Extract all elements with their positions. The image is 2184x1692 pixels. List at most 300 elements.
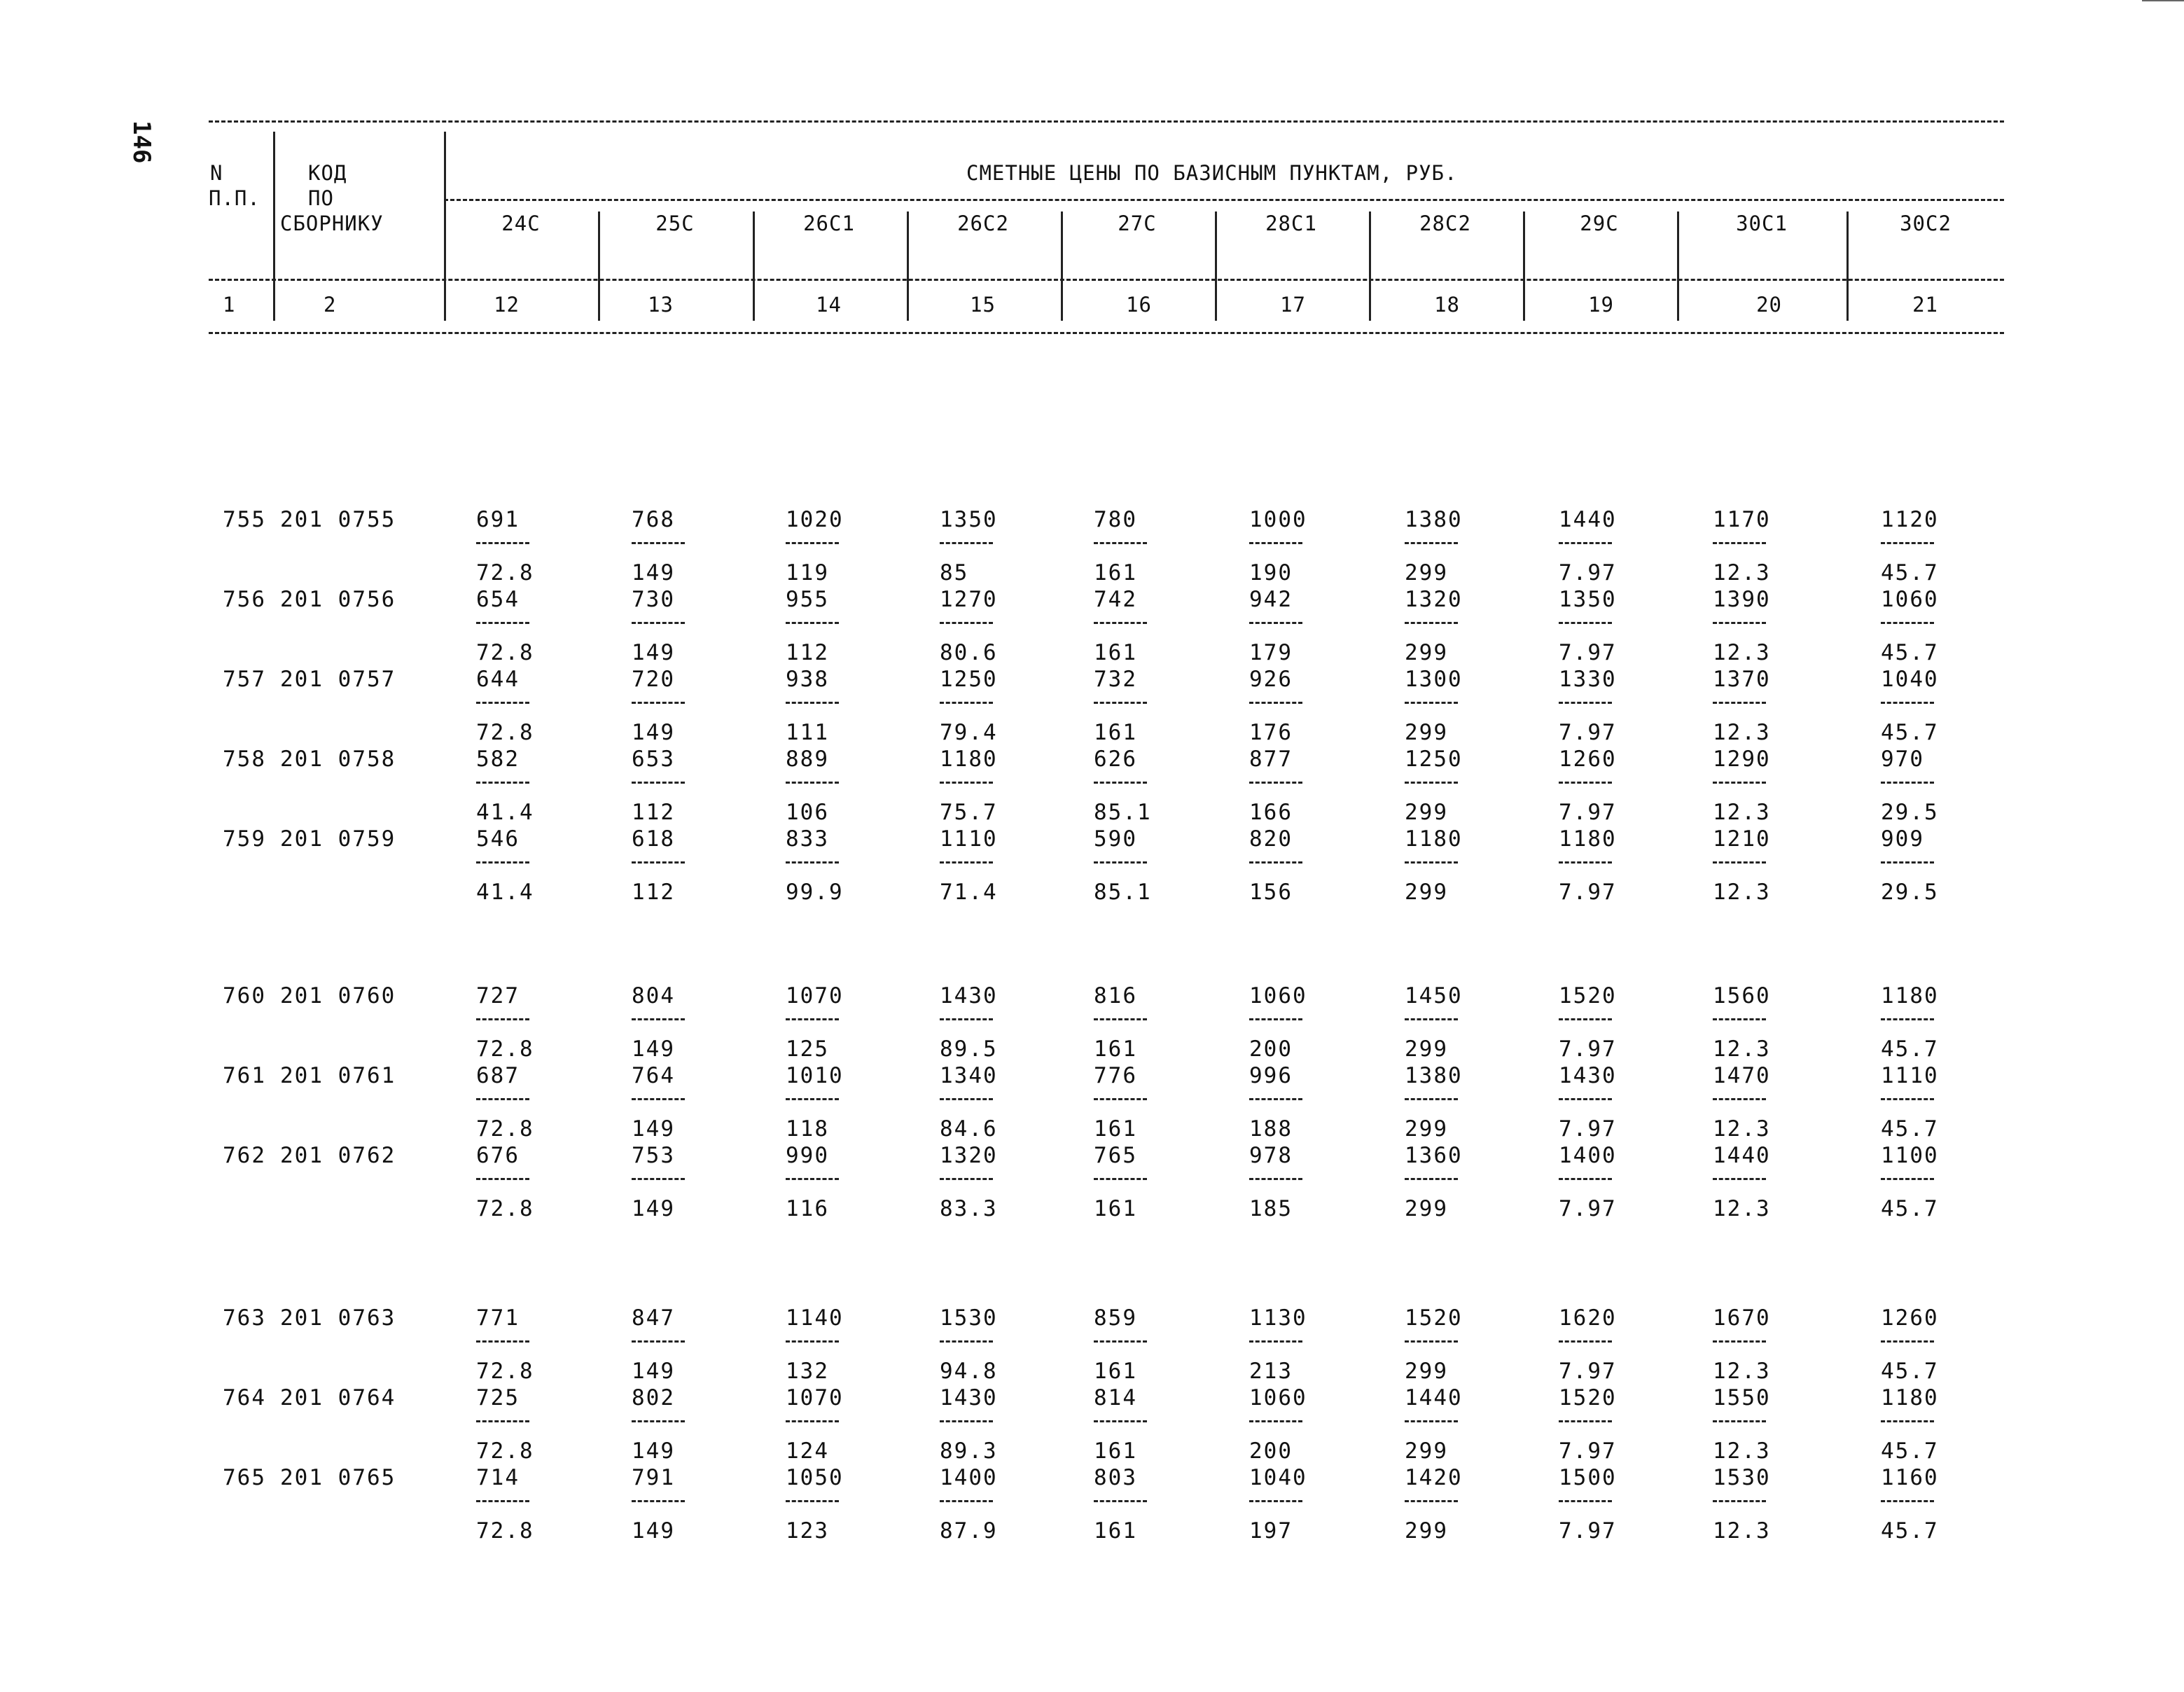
fraction-line: [940, 1500, 993, 1502]
header-top-rule: [209, 120, 2004, 123]
row-number: 760: [223, 983, 266, 1008]
price-value: 909: [1881, 826, 1924, 852]
price-value: 802: [632, 1385, 675, 1410]
fraction-line: [1559, 1018, 1612, 1020]
transport-value: 45.7: [1881, 720, 1939, 745]
fraction-line: [1881, 542, 1934, 544]
header-column-number: 18: [1434, 293, 1460, 317]
transport-value: 7.97: [1559, 560, 1617, 585]
fraction-line: [1405, 1178, 1458, 1180]
row-code: 201 0755: [280, 507, 396, 532]
price-value: 776: [1094, 1063, 1137, 1088]
header-point-label: 30С1: [1736, 212, 1788, 235]
fraction-line: [1405, 1500, 1458, 1502]
transport-value: 161: [1094, 560, 1137, 585]
fraction-line: [1881, 622, 1934, 624]
fraction-line: [1094, 861, 1147, 864]
fraction-line: [1881, 702, 1934, 704]
transport-value: 41.4: [476, 880, 534, 905]
fraction-line: [940, 861, 993, 864]
price-value: 1520: [1559, 983, 1617, 1008]
transport-value: 45.7: [1881, 1359, 1939, 1384]
price-value: 714: [476, 1465, 520, 1490]
transport-value: 12.3: [1713, 1116, 1771, 1142]
price-value: 780: [1094, 507, 1137, 532]
fraction-line: [1713, 1500, 1766, 1502]
transport-value: 7.97: [1559, 720, 1617, 745]
price-value: 1500: [1559, 1465, 1617, 1490]
transport-value: 12.3: [1713, 640, 1771, 665]
fraction-line: [940, 1340, 993, 1343]
fraction-line: [476, 1178, 529, 1180]
header-divider: [1846, 212, 1849, 321]
price-value: 742: [1094, 587, 1137, 612]
row-code: 201 0756: [280, 587, 396, 612]
transport-value: 299: [1405, 1116, 1448, 1142]
fraction-line: [1094, 1500, 1147, 1502]
price-value: 1180: [1405, 826, 1463, 852]
price-value: 1370: [1713, 667, 1771, 692]
header-divider: [1061, 212, 1063, 321]
price-value: 1560: [1713, 983, 1771, 1008]
fraction-line: [476, 1098, 529, 1100]
row-number: 764: [223, 1385, 266, 1410]
header-bottom-rule: [209, 332, 2004, 334]
fraction-line: [476, 622, 529, 624]
fraction-line: [786, 1500, 839, 1502]
price-value: 753: [632, 1143, 675, 1168]
row-code: 201 0759: [280, 826, 396, 852]
fraction-line: [1881, 1018, 1934, 1020]
transport-value: 12.3: [1713, 800, 1771, 825]
fraction-line: [1094, 1098, 1147, 1100]
transport-value: 149: [632, 1359, 675, 1384]
fraction-line: [1559, 861, 1612, 864]
row-code: 201 0758: [280, 747, 396, 772]
transport-value: 85: [940, 560, 969, 585]
fraction-line: [940, 1178, 993, 1180]
fraction-line: [1249, 1178, 1302, 1180]
transport-value: 161: [1094, 720, 1137, 745]
fraction-line: [1559, 782, 1612, 784]
price-value: 1390: [1713, 587, 1771, 612]
header-column-number: 17: [1280, 293, 1306, 317]
price-value: 771: [476, 1305, 520, 1331]
price-value: 1340: [940, 1063, 998, 1088]
price-value: 1320: [1405, 587, 1463, 612]
transport-value: 161: [1094, 1116, 1137, 1142]
transport-value: 185: [1249, 1196, 1293, 1221]
price-value: 1250: [940, 667, 998, 692]
fraction-line: [1713, 622, 1766, 624]
price-value: 847: [632, 1305, 675, 1331]
transport-value: 112: [786, 640, 829, 665]
price-value: 1070: [786, 1385, 844, 1410]
row-number: 759: [223, 826, 266, 852]
transport-value: 299: [1405, 880, 1448, 905]
price-value: 804: [632, 983, 675, 1008]
transport-value: 71.4: [940, 880, 998, 905]
fraction-line: [1713, 782, 1766, 784]
price-value: 691: [476, 507, 520, 532]
transport-value: 299: [1405, 640, 1448, 665]
fraction-line: [940, 1420, 993, 1422]
price-value: 1260: [1559, 747, 1617, 772]
price-value: 1400: [1559, 1143, 1617, 1168]
price-value: 1440: [1405, 1385, 1463, 1410]
price-value: 877: [1249, 747, 1293, 772]
fraction-line: [1094, 782, 1147, 784]
fraction-line: [632, 702, 685, 704]
transport-value: 299: [1405, 1196, 1448, 1221]
fraction-line: [786, 1178, 839, 1180]
fraction-line: [940, 542, 993, 544]
fraction-line: [1249, 1500, 1302, 1502]
price-value: 926: [1249, 667, 1293, 692]
price-value: 1250: [1405, 747, 1463, 772]
price-value: 1450: [1405, 983, 1463, 1008]
fraction-line: [786, 1018, 839, 1020]
price-value: 1180: [1881, 1385, 1939, 1410]
transport-value: 149: [632, 720, 675, 745]
transport-value: 119: [786, 560, 829, 585]
price-value: 820: [1249, 826, 1293, 852]
price-value: 803: [1094, 1465, 1137, 1490]
price-value: 1180: [1881, 983, 1939, 1008]
transport-value: 161: [1094, 1359, 1137, 1384]
fraction-line: [476, 702, 529, 704]
fraction-line: [632, 542, 685, 544]
transport-value: 45.7: [1881, 1196, 1939, 1221]
transport-value: 45.7: [1881, 640, 1939, 665]
price-value: 654: [476, 587, 520, 612]
header-column-number: 19: [1588, 293, 1614, 317]
row-code: 201 0764: [280, 1385, 396, 1410]
price-value: 730: [632, 587, 675, 612]
price-value: 1210: [1713, 826, 1771, 852]
fraction-line: [1713, 1018, 1766, 1020]
fraction-line: [1094, 1340, 1147, 1343]
fraction-line: [1249, 1098, 1302, 1100]
transport-value: 45.7: [1881, 1438, 1939, 1464]
transport-value: 116: [786, 1196, 829, 1221]
row-number: 755: [223, 507, 266, 532]
transport-value: 75.7: [940, 800, 998, 825]
price-value: 1440: [1559, 507, 1617, 532]
price-value: 1470: [1713, 1063, 1771, 1088]
transport-value: 12.3: [1713, 1036, 1771, 1062]
header-divider: [1523, 212, 1525, 321]
header-points-rule: [209, 279, 2004, 281]
transport-value: 166: [1249, 800, 1293, 825]
transport-value: 200: [1249, 1438, 1293, 1464]
header-pp: П.П.: [209, 186, 260, 210]
transport-value: 156: [1249, 880, 1293, 905]
transport-value: 179: [1249, 640, 1293, 665]
transport-value: 12.3: [1713, 1359, 1771, 1384]
price-value: 1520: [1559, 1385, 1617, 1410]
transport-value: 99.9: [786, 880, 844, 905]
transport-value: 83.3: [940, 1196, 998, 1221]
fraction-line: [1881, 861, 1934, 864]
transport-value: 111: [786, 720, 829, 745]
header-point-label: 28С1: [1265, 212, 1317, 235]
price-value: 1380: [1405, 1063, 1463, 1088]
transport-value: 161: [1094, 1438, 1137, 1464]
price-value: 720: [632, 667, 675, 692]
price-value: 765: [1094, 1143, 1137, 1168]
price-value: 859: [1094, 1305, 1137, 1331]
transport-value: 7.97: [1559, 1438, 1617, 1464]
transport-value: 45.7: [1881, 1036, 1939, 1062]
price-value: 1440: [1713, 1143, 1771, 1168]
header-n: N: [210, 161, 223, 185]
scan-edge-mark: [2142, 0, 2184, 6]
header-column-number: 20: [1756, 293, 1782, 317]
price-value: 1180: [940, 747, 998, 772]
price-value: 1420: [1405, 1465, 1463, 1490]
price-value: 1320: [940, 1143, 998, 1168]
transport-value: 161: [1094, 1518, 1137, 1544]
fraction-line: [786, 1420, 839, 1422]
fraction-line: [786, 1098, 839, 1100]
fraction-line: [1249, 782, 1302, 784]
row-code: 201 0765: [280, 1465, 396, 1490]
price-value: 889: [786, 747, 829, 772]
transport-value: 149: [632, 1438, 675, 1464]
price-value: 626: [1094, 747, 1137, 772]
price-value: 1020: [786, 507, 844, 532]
transport-value: 7.97: [1559, 800, 1617, 825]
fraction-line: [1713, 861, 1766, 864]
fraction-line: [1559, 1098, 1612, 1100]
fraction-line: [476, 1018, 529, 1020]
header-divider: [444, 132, 446, 321]
transport-value: 41.4: [476, 800, 534, 825]
price-value: 1260: [1881, 1305, 1939, 1331]
header-divider: [1215, 212, 1217, 321]
price-value: 1120: [1881, 507, 1939, 532]
fraction-line: [1249, 1420, 1302, 1422]
transport-value: 299: [1405, 560, 1448, 585]
price-value: 1060: [1249, 1385, 1307, 1410]
fraction-line: [1713, 1098, 1766, 1100]
row-code: 201 0760: [280, 983, 396, 1008]
transport-value: 29.5: [1881, 880, 1939, 905]
price-value: 1620: [1559, 1305, 1617, 1331]
transport-value: 89.5: [940, 1036, 998, 1062]
fraction-line: [476, 1500, 529, 1502]
fraction-line: [1713, 1340, 1766, 1343]
transport-value: 149: [632, 1518, 675, 1544]
price-value: 1330: [1559, 667, 1617, 692]
price-value: 1360: [1405, 1143, 1463, 1168]
fraction-line: [476, 542, 529, 544]
row-number: 763: [223, 1305, 266, 1331]
transport-value: 72.8: [476, 1438, 534, 1464]
transport-value: 12.3: [1713, 1438, 1771, 1464]
fraction-line: [1881, 1340, 1934, 1343]
transport-value: 12.3: [1713, 560, 1771, 585]
transport-value: 149: [632, 1036, 675, 1062]
transport-value: 106: [786, 800, 829, 825]
price-value: 1110: [1881, 1063, 1939, 1088]
fraction-line: [1094, 542, 1147, 544]
transport-value: 7.97: [1559, 1116, 1617, 1142]
price-value: 1350: [940, 507, 998, 532]
price-value: 1520: [1405, 1305, 1463, 1331]
transport-value: 197: [1249, 1518, 1293, 1544]
price-value: 1070: [786, 983, 844, 1008]
fraction-line: [1713, 702, 1766, 704]
price-value: 791: [632, 1465, 675, 1490]
header-column-number: 13: [648, 293, 674, 317]
transport-value: 72.8: [476, 1196, 534, 1221]
fraction-line: [476, 782, 529, 784]
fraction-line: [786, 1340, 839, 1343]
price-value: 938: [786, 667, 829, 692]
page-number: 146: [127, 120, 155, 164]
row-code: 201 0757: [280, 667, 396, 692]
fraction-line: [1559, 622, 1612, 624]
header-point-label: 27С: [1118, 212, 1157, 235]
transport-value: 89.3: [940, 1438, 998, 1464]
row-number: 765: [223, 1465, 266, 1490]
row-number: 758: [223, 747, 266, 772]
row-number: 756: [223, 587, 266, 612]
header-point-label: 29С: [1580, 212, 1619, 235]
fraction-line: [1249, 622, 1302, 624]
fraction-line: [786, 782, 839, 784]
transport-value: 161: [1094, 1196, 1137, 1221]
price-value: 1110: [940, 826, 998, 852]
row-number: 762: [223, 1143, 266, 1168]
fraction-line: [1094, 622, 1147, 624]
price-value: 1060: [1249, 983, 1307, 1008]
transport-value: 125: [786, 1036, 829, 1062]
transport-value: 190: [1249, 560, 1293, 585]
transport-value: 299: [1405, 720, 1448, 745]
header-column-number: 1: [223, 293, 236, 317]
price-value: 996: [1249, 1063, 1293, 1088]
price-value: 1160: [1881, 1465, 1939, 1490]
fraction-line: [632, 1500, 685, 1502]
transport-value: 87.9: [940, 1518, 998, 1544]
fraction-line: [940, 782, 993, 784]
fraction-line: [1405, 542, 1458, 544]
transport-value: 123: [786, 1518, 829, 1544]
price-value: 676: [476, 1143, 520, 1168]
fraction-line: [1094, 1178, 1147, 1180]
transport-value: 12.3: [1713, 1196, 1771, 1221]
transport-value: 149: [632, 1116, 675, 1142]
transport-value: 94.8: [940, 1359, 998, 1384]
fraction-line: [1713, 1178, 1766, 1180]
transport-value: 84.6: [940, 1116, 998, 1142]
price-value: 582: [476, 747, 520, 772]
header-column-number: 12: [494, 293, 520, 317]
price-value: 1300: [1405, 667, 1463, 692]
price-value: 1180: [1559, 826, 1617, 852]
fraction-line: [632, 782, 685, 784]
price-value: 814: [1094, 1385, 1137, 1410]
transport-value: 72.8: [476, 1036, 534, 1062]
price-value: 978: [1249, 1143, 1293, 1168]
transport-value: 299: [1405, 1518, 1448, 1544]
price-value: 687: [476, 1063, 520, 1088]
price-value: 546: [476, 826, 520, 852]
header-column-number: 16: [1126, 293, 1152, 317]
header-column-number: 15: [970, 293, 996, 317]
transport-value: 299: [1405, 1359, 1448, 1384]
fraction-line: [632, 1178, 685, 1180]
fraction-line: [476, 1420, 529, 1422]
price-value: 1530: [940, 1305, 998, 1331]
transport-value: 80.6: [940, 640, 998, 665]
fraction-line: [1559, 1420, 1612, 1422]
row-number: 757: [223, 667, 266, 692]
transport-value: 161: [1094, 1036, 1137, 1062]
price-value: 1530: [1713, 1465, 1771, 1490]
transport-value: 112: [632, 880, 675, 905]
fraction-line: [1713, 542, 1766, 544]
header-title-rule: [444, 199, 2004, 201]
price-value: 1430: [940, 1385, 998, 1410]
transport-value: 45.7: [1881, 560, 1939, 585]
fraction-line: [1405, 622, 1458, 624]
header-point-label: 30С2: [1900, 212, 1952, 235]
transport-value: 45.7: [1881, 1116, 1939, 1142]
transport-value: 299: [1405, 1036, 1448, 1062]
price-value: 833: [786, 826, 829, 852]
transport-value: 213: [1249, 1359, 1293, 1384]
transport-value: 299: [1405, 1438, 1448, 1464]
fraction-line: [1094, 702, 1147, 704]
header-divider: [1677, 212, 1679, 321]
price-value: 1000: [1249, 507, 1307, 532]
price-value: 1170: [1713, 507, 1771, 532]
price-value: 1010: [786, 1063, 844, 1088]
fraction-line: [1249, 861, 1302, 864]
transport-value: 176: [1249, 720, 1293, 745]
transport-value: 12.3: [1713, 720, 1771, 745]
fraction-line: [632, 1098, 685, 1100]
row-code: 201 0763: [280, 1305, 396, 1331]
transport-value: 7.97: [1559, 1518, 1617, 1544]
row-number: 761: [223, 1063, 266, 1088]
transport-value: 85.1: [1094, 880, 1152, 905]
fraction-line: [1249, 1018, 1302, 1020]
price-value: 970: [1881, 747, 1924, 772]
fraction-line: [632, 622, 685, 624]
fraction-line: [940, 622, 993, 624]
price-value: 1430: [1559, 1063, 1617, 1088]
transport-value: 12.3: [1713, 1518, 1771, 1544]
fraction-line: [632, 1340, 685, 1343]
header-column-number: 21: [1912, 293, 1938, 317]
price-value: 1100: [1881, 1143, 1939, 1168]
fraction-line: [1405, 861, 1458, 864]
header-code-line3: СБОРНИКУ: [280, 212, 384, 235]
price-value: 1040: [1249, 1465, 1307, 1490]
transport-value: 149: [632, 640, 675, 665]
transport-value: 12.3: [1713, 880, 1771, 905]
fraction-line: [1094, 1420, 1147, 1422]
fraction-line: [1559, 702, 1612, 704]
header-code-line1: КОД: [308, 161, 347, 185]
price-value: 768: [632, 507, 675, 532]
transport-value: 72.8: [476, 1359, 534, 1384]
